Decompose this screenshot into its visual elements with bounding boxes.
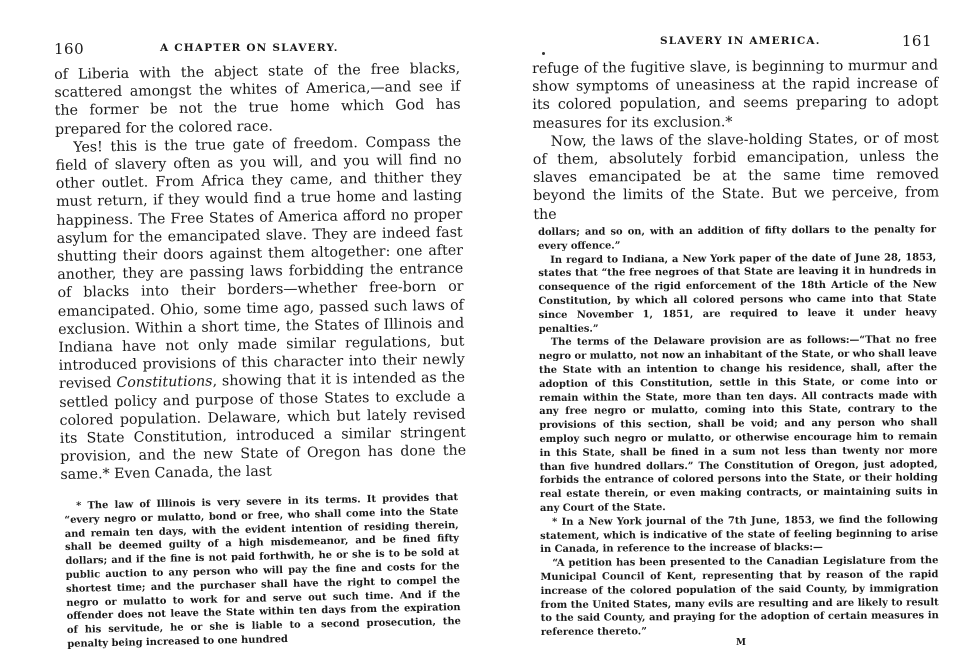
left-paragraph-tail: , showing that it is intended as the settled policy and purpose of those States to exclude a colored population. Delaware, which but lately revised its State Constitution, introduced a similar stringent provision, and the new State of Oregon has done the same.* Even Canada, the last (59, 370, 467, 484)
right-running-head (528, 30, 938, 52)
right-paragraph: refuge of the fugitive slave, is beginning to murmur and show symptoms of uneasiness at the rapid increase of its colored population, and seems preparing to adopt measures for its exclusion.* (532, 57, 939, 132)
right-body-text (532, 56, 939, 223)
signature-mark: M (736, 638, 747, 648)
footnote-paragraph: The terms of the Delaware provision are as follows:—“That no free negro or mulatto, not now an inhabitant of the State, or who shall leave the State with an intention to change his residence, shall, after the adoption of this Constitution, settle in this State, or come into or remain within the State, more than ten days. All contracts made with any free negro or mulatto, coming into this State, contrary to the provisions of this section, shall be void; and any person who shall employ such negro or mulatto, or otherwise encourage him to remain in this State, shall be fined in a sum not less than twenty nor more than five hundred dollars.” The Constitution of Oregon, just adopted, forbids the entrance of colored persons into the State, or their holding real estate therein, or even making contracts, or maintaining suits in any Court of the State. (538, 334, 938, 514)
footnote-paragraph: * In a New York journal of the 7th June, 1853, we find the following statement, which is indicative of the state of feeling beginning to arise in Canada, in reference to the increase of blacks:— (540, 513, 939, 556)
right-footnotes (538, 223, 939, 640)
left-running-title: A CHAPTER ON SLAVERY. (160, 42, 339, 54)
print-speck (542, 52, 545, 55)
left-paragraph (55, 132, 466, 484)
left-body-text (54, 60, 467, 485)
left-running-head (50, 30, 460, 58)
left-paragraph: of Liberia with the abject state of the free blacks, scattered amongst the whites of America,—and see if the former be not the true home which God has prepared for the colored race. (54, 60, 461, 138)
footnote-text: * The law of Illinois is very severe in its terms. It provides that “every negro or mulatto, bond or free, who shall come into the State and remain ten days, with the evident intention of residing therein, shall be deemed guilty of a high misdemeanor, and be fined fifty dollars; and if the fine is not paid forthwith, he or she is to be sold at public auction to any person who will pay the fine and costs for the shortest time; and the purchaser shall have the right to compel the negro or mulatto to work for and serve out such time. And if the offender does not leave the State within ten days from the expiration of his servitude, he or she is liable to a second prosecution, the penalty being increased to one hundred (64, 492, 461, 650)
left-page (50, 0, 467, 671)
left-page-number: 160 (54, 40, 85, 58)
right-paragraph: Now, the laws of the slave-holding States, or of most of them, absolutely forbid emancipation, unless the slaves emancipated be at the same time removed beyond the limits of the State. But we perceive, from the (532, 130, 940, 223)
right-page (528, 0, 938, 671)
footnote-continuation: dollars; and so on, with an addition of fifty dollars to the penalty for every offence.” (538, 224, 937, 252)
right-page-number: 161 (901, 32, 932, 50)
left-footnote (64, 491, 461, 652)
italic-word: Constitutions (116, 374, 213, 392)
footnote-paragraph: In regard to Indiana, a New York paper of the date of June 28, 1853, states that “the free negroes of that State are leaving it in hundreds in consequence of the rigid enforcement of the 18th Article of the New Constitution, by which all colored persons who came into that State since November 1, 1851, are required to leave it under heavy penalties.” (538, 251, 937, 335)
right-running-title: SLAVERY IN AMERICA. (660, 35, 821, 47)
footnote-quote: “A petition has been presented to the Canadian Legislature from the Municipal Council of Kent, representing that by reason of the rapid increase of the colored population of the said County, by immigration from the United States, many evils are resulting and are likely to result to the said County, and praying for the adoption of certain measures in reference thereto.” (540, 555, 939, 639)
left-paragraph-text: Yes! this is the true gate of freedom. Compass the field of slavery often as you will, and you will find no other outlet. From Africa they came, and thither they must return, if they would find a true home and lasting happiness. The Free States of America afford no proper asylum for the emancipated slave. They are indeed fast shutting their doors against them altogether: one after another, they are passing laws forbidding the entrance of blacks into their borders—whether free-born or emancipated. Ohio, some time ago, passed such laws of exclusion. Within a short time, the States of Illinois and Indiana have not only made similar regulations, but introduced provisions of this character into their newly revised (55, 133, 465, 393)
